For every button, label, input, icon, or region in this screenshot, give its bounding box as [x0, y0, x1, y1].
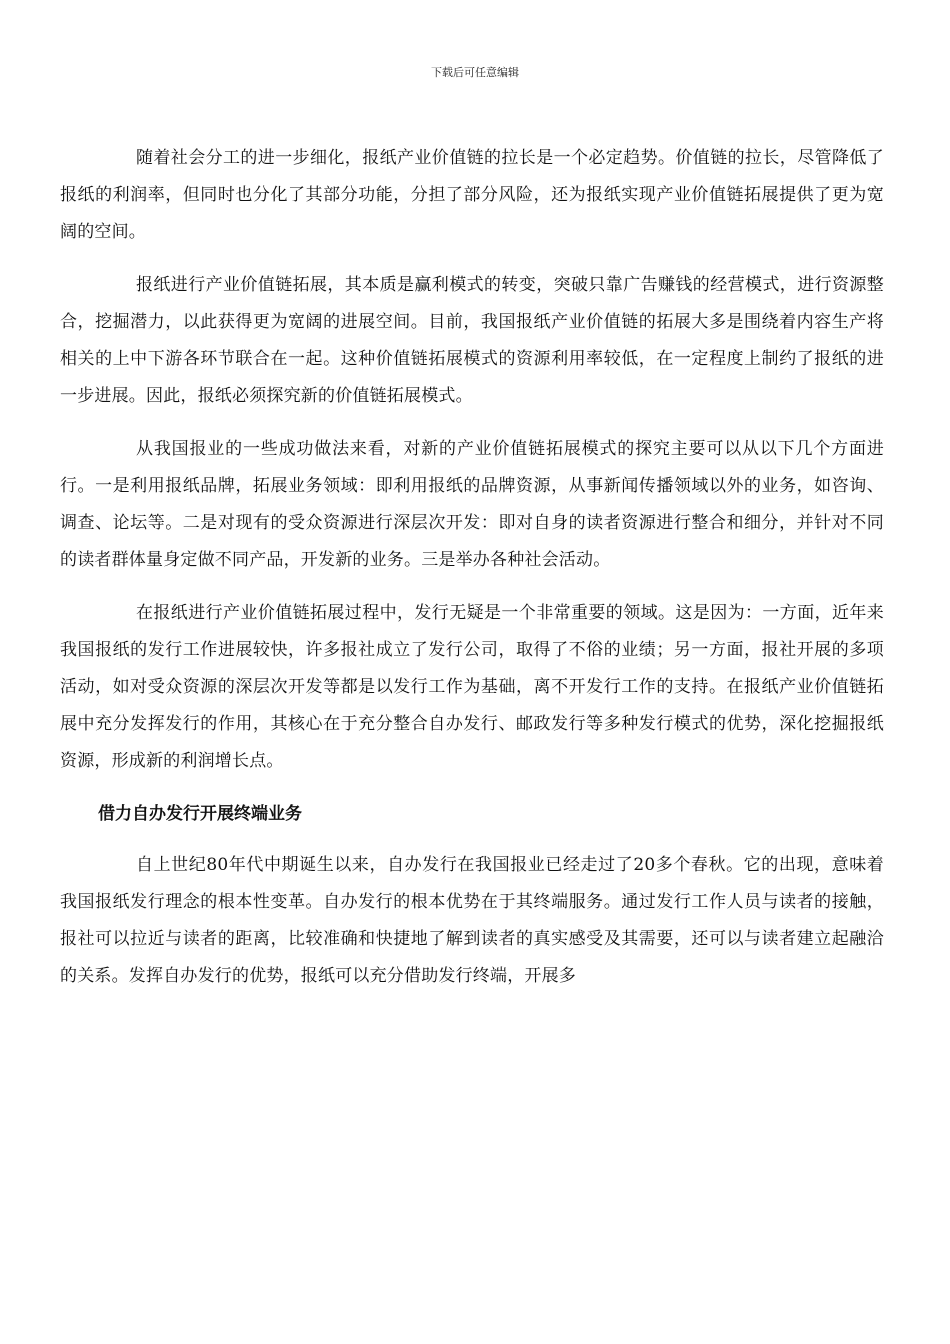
paragraph-1: 随着社会分工的进一步细化，报纸产业价值链的拉长是一个必定趋势。价值链的拉长，尽管降低了报纸的利润率，但同时也分化了其部分功能，分担了部分风险，还为报纸实现产业价值链拓展提供了更为宽阔的空间。: [60, 148, 884, 242]
paragraph-4: 在报纸进行产业价值链拓展过程中，发行无疑是一个非常重要的领域。这是因为：一方面，近年来我国报纸的发行工作进展较快，许多报社成立了发行公司，取得了不俗的业绩；另一方面，报社开展的多项活动，如对受众资源的深层次开发等都是以发行工作为基础，离不开发行工作的支持。在报纸产业价值链拓展中充分发挥发行的作用，其核心在于充分整合自办发行、邮政发行等多种发行模式的优势，深化挖掘报纸资源，形成新的利润增长点。: [60, 603, 884, 771]
section-heading: 借力自办发行开展终端业务: [98, 804, 302, 824]
paragraph-5: 自上世纪80年代中期诞生以来，自办发行在我国报业已经走过了20多个春秋。它的出现，意味着我国报纸发行理念的根本性变革。自办发行的根本优势在于其终端服务。通过发行工作人员与读者的接触，报社可以拉近与读者的距离，比较准确和快捷地了解到读者的真实感受及其需要，还可以与读者建立起融洽的关系。发挥自办发行的优势，报纸可以充分借助发行终端，开展多: [60, 855, 884, 986]
paragraph-3: 从我国报业的一些成功做法来看，对新的产业价值链拓展模式的探究主要可以从以下几个方面进行。一是利用报纸品牌，拓展业务领域：即利用报纸的品牌资源，从事新闻传播领域以外的业务，如咨询、调查、论坛等。二是对现有的受众资源进行深层次开发：即对自身的读者资源进行整合和细分，并针对不同的读者群体量身定做不同产品，开发新的业务。三是举办各种社会活动。: [60, 439, 884, 570]
page-header: 下载后可任意编辑: [431, 66, 519, 79]
document-body: [60, 140, 884, 1011]
paragraph-2: 报纸进行产业价值链拓展，其本质是赢利模式的转变，突破只靠广告赚钱的经营模式，进行资源整合，挖掘潜力，以此获得更为宽阔的进展空间。目前，我国报纸产业价值链的拓展大多是围绕着内容生产将相关的上中下游各环节联合在一起。这种价值链拓展模式的资源利用率较低，在一定程度上制约了报纸的进一步进展。因此，报纸必须探究新的价值链拓展模式。: [60, 275, 884, 406]
